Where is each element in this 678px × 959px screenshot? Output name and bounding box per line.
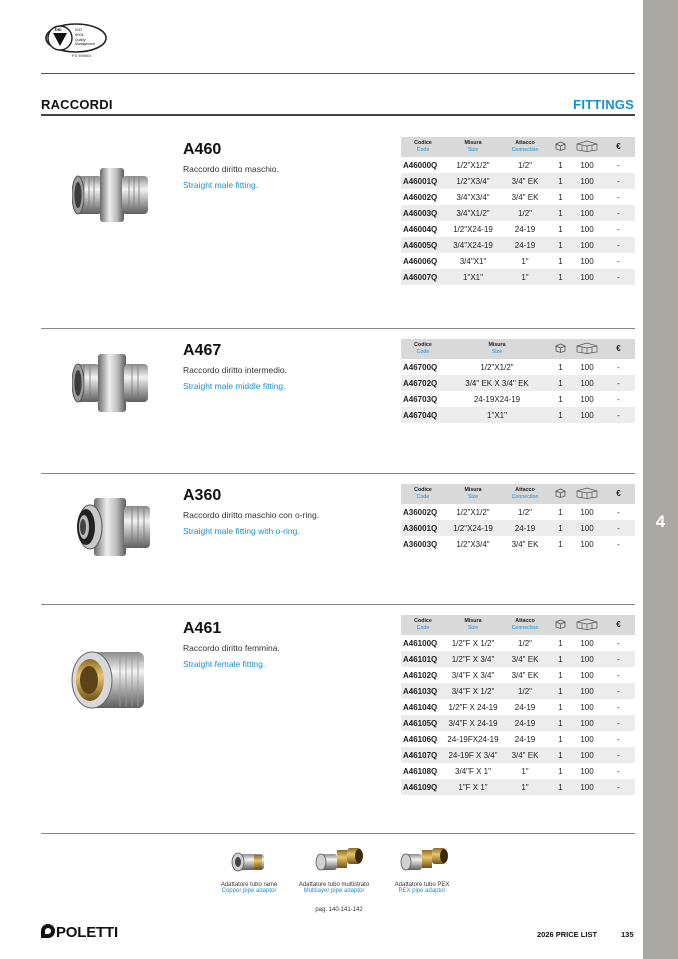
svg-text:9001: 9001	[75, 32, 84, 37]
table-cell: 1	[549, 520, 572, 536]
table-cell: 3/4"F X 24-19	[445, 715, 501, 731]
product-description-it: Raccordo diritto maschio con o-ring.	[183, 510, 320, 520]
table-cell: 1	[558, 539, 563, 549]
table-cell: 1	[549, 651, 572, 667]
table-cell: -	[617, 160, 620, 170]
table-cell: -	[602, 205, 635, 221]
table-cell: -	[602, 747, 635, 763]
col-header-carton-icon	[572, 339, 602, 359]
product-code-cell: A46702Q	[401, 375, 445, 391]
table-row	[401, 504, 635, 520]
table-row	[401, 221, 635, 237]
table-cell: 3/4"X24-19	[445, 237, 501, 253]
col-header-price: €	[602, 615, 635, 635]
table-row	[401, 205, 635, 221]
table-cell: -	[602, 237, 635, 253]
table-row	[401, 189, 635, 205]
table-cell: 1"X1"	[445, 269, 501, 285]
fitting-a460-image	[72, 160, 152, 230]
table-cell: -	[602, 651, 635, 667]
table-cell: 100	[580, 256, 594, 266]
table-cell: 1	[549, 407, 572, 423]
table-cell: 3/4"X3/4"	[456, 192, 490, 202]
table-cell: 3/4"X1"	[459, 256, 487, 266]
adapter-label-it: Adattatore tubo PEX	[394, 882, 450, 888]
table-cell: -	[602, 683, 635, 699]
section-divider	[41, 473, 635, 474]
product-code-cell: A46000Q	[403, 160, 438, 170]
table-cell: 1	[558, 224, 563, 234]
table-cell: -	[602, 269, 635, 285]
table-cell: 100	[572, 683, 602, 699]
table-cell: -	[617, 507, 620, 517]
product-code-cell: A46007Q	[401, 269, 445, 285]
product-description-it: Raccordo diritto maschio.	[183, 164, 279, 174]
product-code-cell: A46108Q	[403, 766, 438, 776]
product-code-cell: A36002Q	[403, 507, 438, 517]
certification-number: FS 559601	[72, 53, 92, 58]
chapter-tab	[643, 0, 678, 959]
fitting-a461-image	[68, 648, 148, 712]
table-cell: 100	[580, 160, 594, 170]
table-cell: 3/4" EK	[511, 670, 539, 680]
table-cell: 1	[558, 507, 563, 517]
table-cell: 100	[572, 173, 602, 189]
table-row	[401, 359, 635, 375]
table-cell: 100	[580, 224, 594, 234]
table-cell: 1/2"X24-19	[445, 520, 501, 536]
price-table-a360	[401, 484, 635, 552]
table-row	[401, 699, 635, 715]
adapter-label-it: Adattatore tubo rame	[220, 882, 278, 888]
table-cell: 1	[558, 766, 563, 776]
table-cell: 24-19	[501, 237, 549, 253]
table-cell: 1/2"X1/2"	[456, 160, 490, 170]
table-cell: 1/2"	[518, 160, 532, 170]
product-code: A467	[183, 342, 222, 359]
table-row	[401, 779, 635, 795]
svg-text:Quality: Quality	[75, 38, 86, 42]
col-header-connection: Attacco Connection	[501, 137, 549, 157]
table-cell: 3/4"F X 3/4"	[451, 670, 495, 680]
table-row	[401, 667, 635, 683]
table-cell: -	[617, 224, 620, 234]
adapter-caption	[374, 882, 470, 894]
table-cell: 100	[580, 702, 594, 712]
table-cell: 1	[549, 205, 572, 221]
adapter-label-en: Multilayer pipe adaptor	[303, 888, 365, 894]
table-cell: 1	[558, 638, 563, 648]
table-cell: 3/4" EK	[511, 539, 539, 549]
table-cell: 3/4" EK	[501, 173, 549, 189]
table-cell: 100	[580, 670, 594, 680]
col-header-code: Codice Code	[401, 137, 445, 157]
table-row	[401, 391, 635, 407]
table-cell: 1	[549, 173, 572, 189]
header-divider	[41, 114, 635, 116]
col-header-size: Misura Size	[445, 484, 501, 504]
table-cell: 100	[572, 237, 602, 253]
table-cell: 1	[558, 734, 563, 744]
table-cell: 1	[549, 683, 572, 699]
table-cell: 1"	[501, 779, 549, 795]
table-cell: 100	[572, 205, 602, 221]
poletti-logo-icon	[41, 924, 55, 938]
brand-logo	[41, 924, 118, 941]
table-cell: 1	[558, 160, 563, 170]
adapter-label-it: Adattatore tubo multistrato	[298, 882, 370, 888]
table-cell: 1	[549, 269, 572, 285]
product-code: A460	[183, 141, 222, 158]
table-row	[401, 683, 635, 699]
footer-divider	[41, 833, 635, 834]
col-header-price: €	[602, 137, 635, 157]
table-cell: 100	[572, 779, 602, 795]
table-row	[401, 715, 635, 731]
table-cell: 3/4" EK	[511, 192, 539, 202]
product-code-cell: A46704Q	[401, 407, 445, 423]
table-row	[401, 536, 635, 552]
table-cell: -	[602, 715, 635, 731]
price-table-a467	[401, 339, 635, 423]
product-description-en: Straight male middle fitting.	[183, 381, 286, 391]
adapter-caption	[201, 882, 297, 894]
table-cell: 1"	[521, 256, 529, 266]
table-cell: 3/4"F X 1/2"	[445, 683, 501, 699]
table-cell: 24-19	[501, 715, 549, 731]
table-cell: 1/2"X1/2"	[456, 507, 490, 517]
table-cell: 3/4" EK	[501, 747, 549, 763]
product-description-en: Straight male fitting with o-ring.	[183, 526, 300, 536]
col-header-connection: Attacco Connection	[501, 484, 549, 504]
product-description-it: Raccordo diritto femmina.	[183, 643, 280, 653]
product-description-en: Straight female fitting.	[183, 659, 266, 669]
table-cell: -	[617, 362, 620, 372]
table-cell: 100	[572, 651, 602, 667]
col-header-carton-icon	[572, 484, 602, 504]
table-cell: 100	[580, 539, 594, 549]
table-cell: 1/2"F X 1/2"	[451, 638, 495, 648]
svg-text:bsi: bsi	[55, 27, 62, 32]
table-cell: 1/2"F X 24-19	[448, 702, 498, 712]
table-cell: 1	[558, 702, 563, 712]
table-row	[401, 407, 635, 423]
table-cell: 24-19	[514, 702, 536, 712]
product-code-cell: A46105Q	[401, 715, 445, 731]
section-title-it: RACCORDI	[41, 97, 113, 112]
product-code: A461	[183, 620, 222, 637]
col-header-price: €	[602, 484, 635, 504]
col-header-code: Codice Code	[401, 339, 445, 359]
table-cell: 24-19F X 3/4"	[445, 747, 501, 763]
product-code-cell: A46107Q	[401, 747, 445, 763]
table-cell: 1/2"X24-19	[453, 224, 493, 234]
chapter-number: 4	[655, 512, 666, 531]
table-cell: 100	[580, 362, 594, 372]
table-cell: 24-19	[514, 734, 536, 744]
pex-adaptor-image	[398, 842, 450, 876]
page-number: 135	[621, 930, 634, 939]
table-cell: 24-19FX24-19	[447, 734, 499, 744]
product-code: A360	[183, 487, 222, 504]
col-header-single-box-icon	[549, 339, 572, 359]
table-cell: 100	[580, 734, 594, 744]
price-table-a460	[401, 137, 635, 285]
table-cell: 1	[549, 375, 572, 391]
col-header-single-box-icon	[549, 484, 572, 504]
table-row	[401, 269, 635, 285]
table-row	[401, 520, 635, 536]
table-cell: 1	[558, 670, 563, 680]
table-cell: 1/2"X1/2"	[480, 362, 514, 372]
table-cell: 1/2"	[501, 205, 549, 221]
table-cell: 100	[580, 638, 594, 648]
product-code-cell: A46106Q	[403, 734, 438, 744]
adapter-label-en: PEX pipe adaptor	[398, 888, 446, 894]
table-row	[401, 731, 635, 747]
adapter-caption	[286, 882, 382, 894]
table-cell: 1	[558, 394, 563, 404]
product-code-cell: A36001Q	[401, 520, 445, 536]
table-cell: -	[602, 375, 635, 391]
table-cell: -	[617, 702, 620, 712]
adapter-label-en: Copper pipe adaptor	[221, 888, 277, 894]
table-cell: 100	[572, 520, 602, 536]
table-cell: -	[617, 539, 620, 549]
product-code-cell: A46103Q	[401, 683, 445, 699]
fitting-a360-image	[70, 490, 154, 562]
product-code-cell: A36003Q	[403, 539, 438, 549]
product-code-cell: A46004Q	[403, 224, 438, 234]
table-cell: 3/4" EK	[501, 651, 549, 667]
table-cell: 100	[572, 407, 602, 423]
top-divider	[41, 73, 635, 74]
table-row	[401, 253, 635, 269]
price-list-label: 2026 PRICE LIST	[537, 930, 598, 939]
product-code-cell: A46100Q	[403, 638, 438, 648]
table-cell: 1/2"F X 3/4"	[445, 651, 501, 667]
table-row	[401, 763, 635, 779]
table-cell: 100	[580, 766, 594, 776]
table-cell: 1	[558, 362, 563, 372]
col-header-size: Misura Size	[445, 339, 549, 359]
product-code-cell: A46005Q	[401, 237, 445, 253]
section-title-en: FITTINGS	[573, 97, 634, 112]
table-cell: -	[617, 734, 620, 744]
product-code-cell: A46700Q	[403, 362, 438, 372]
multilayer-adaptor-image	[313, 842, 365, 876]
table-cell: -	[602, 407, 635, 423]
table-cell: 100	[580, 192, 594, 202]
product-code-cell: A46003Q	[401, 205, 445, 221]
table-row	[401, 747, 635, 763]
table-cell: 1"	[501, 269, 549, 285]
table-cell: 100	[572, 715, 602, 731]
table-cell: 100	[572, 747, 602, 763]
table-cell: 1/2"	[518, 638, 532, 648]
table-cell: 3/4"X1/2"	[445, 205, 501, 221]
table-cell: 1	[549, 747, 572, 763]
col-header-size: Misura Size	[445, 615, 501, 635]
table-row	[401, 635, 635, 651]
fitting-a467-image	[72, 346, 152, 418]
table-cell: 24-19	[514, 224, 536, 234]
table-row	[401, 375, 635, 391]
product-description-it: Raccordo diritto intermedio.	[183, 365, 287, 375]
product-code-cell: A46703Q	[403, 394, 438, 404]
table-cell: 1	[549, 779, 572, 795]
section-divider	[41, 328, 635, 329]
table-cell: 1/2"	[518, 507, 532, 517]
col-header-code: Codice Code	[401, 615, 445, 635]
table-cell: 100	[580, 394, 594, 404]
table-cell: -	[617, 192, 620, 202]
table-cell: -	[602, 779, 635, 795]
table-cell: -	[617, 670, 620, 680]
col-header-carton-icon	[572, 615, 602, 635]
table-row	[401, 157, 635, 173]
product-code-cell: A46006Q	[403, 256, 438, 266]
table-cell: 1"	[521, 766, 529, 776]
table-cell: -	[617, 256, 620, 266]
table-cell: 1	[549, 237, 572, 253]
table-cell: 1	[558, 192, 563, 202]
section-divider	[41, 604, 635, 605]
product-code-cell: A46109Q	[401, 779, 445, 795]
table-cell: 1/2"X3/4"	[456, 539, 490, 549]
col-header-carton-icon	[572, 137, 602, 157]
col-header-single-box-icon	[549, 137, 572, 157]
col-header-size: Misura Size	[445, 137, 501, 157]
product-description-en: Straight male fitting.	[183, 180, 259, 190]
price-table-a461	[401, 615, 635, 795]
product-code-cell: A46101Q	[401, 651, 445, 667]
table-cell: 1/2"X3/4"	[445, 173, 501, 189]
product-code-cell: A46102Q	[403, 670, 438, 680]
table-row	[401, 237, 635, 253]
product-code-cell: A46104Q	[403, 702, 438, 712]
table-cell: -	[602, 520, 635, 536]
table-cell: -	[617, 394, 620, 404]
table-row	[401, 651, 635, 667]
table-cell: 100	[580, 507, 594, 517]
product-code-cell: A46001Q	[401, 173, 445, 189]
col-header-connection: Attacco Connection	[501, 615, 549, 635]
svg-text:ISO: ISO	[75, 27, 82, 32]
table-cell: 24-19	[501, 520, 549, 536]
table-row	[401, 173, 635, 189]
table-cell: 24-19X24-19	[473, 394, 521, 404]
copper-adaptor-image	[230, 846, 268, 876]
table-cell: 1	[549, 715, 572, 731]
brand-name: POLETTI	[56, 924, 118, 941]
table-cell: 1/2"	[501, 683, 549, 699]
table-cell: 100	[572, 269, 602, 285]
table-cell: -	[617, 766, 620, 776]
product-code-cell: A46002Q	[403, 192, 438, 202]
page-reference: pag. 140-141-142	[315, 907, 363, 913]
col-header-code: Codice Code	[401, 484, 445, 504]
table-cell: 3/4"F X 1"	[455, 766, 491, 776]
table-cell: 1"X1"	[445, 407, 549, 423]
table-cell: -	[617, 638, 620, 648]
table-cell: 100	[572, 375, 602, 391]
col-header-price: €	[602, 339, 635, 359]
svg-text:Management: Management	[75, 42, 95, 46]
table-cell: -	[602, 173, 635, 189]
col-header-single-box-icon	[549, 615, 572, 635]
table-cell: 1"F X 1"	[445, 779, 501, 795]
table-cell: 3/4" EK X 3/4" EK	[445, 375, 549, 391]
table-cell: 1	[558, 256, 563, 266]
